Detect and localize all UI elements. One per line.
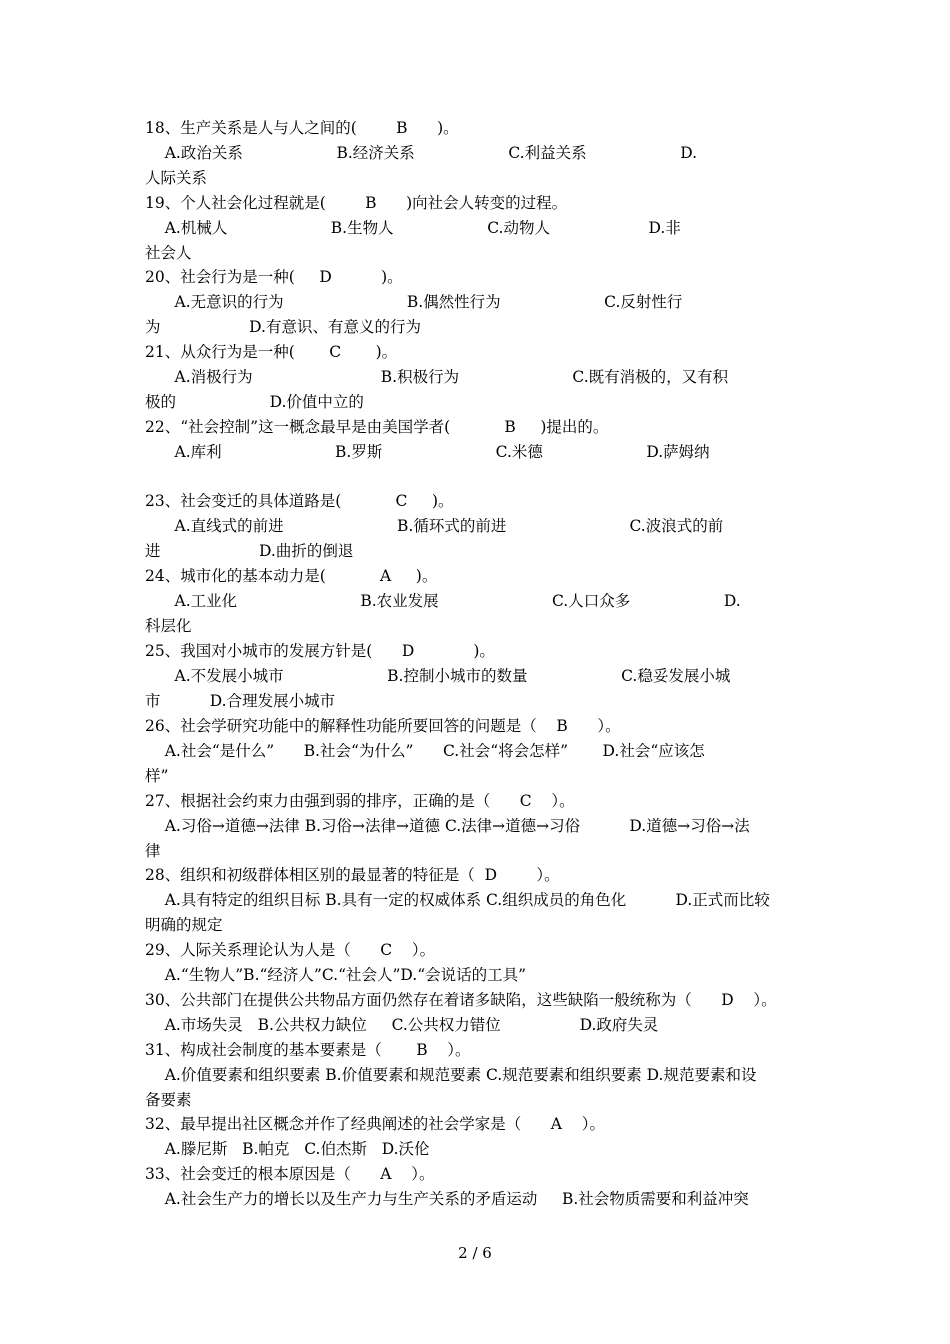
question-18-options-cont: 人际关系: [145, 169, 208, 187]
question-20-options: A.无意识的行为 B.偶然性行为 C.反射性行: [145, 293, 683, 311]
question-19-options: A.机械人 B.生物人 C.动物人 D.非: [145, 219, 681, 237]
question-31-options: A.价值要素和组织要素 B.价值要素和规范要素 C.规范要素和组织要素 D.规范要素和设: [145, 1066, 757, 1084]
question-19: 19、个人社会化过程就是( B )向社会人转变的过程。: [145, 194, 568, 212]
question-21-options: A.消极行为 B.积极行为 C.既有消极的，又有积: [145, 368, 729, 386]
question-20-options-cont: 为 D.有意识、有意义的行为: [145, 318, 421, 336]
page-number: 2 / 6: [458, 1244, 492, 1262]
question-27-options-cont: 律: [145, 842, 161, 860]
question-25-options-cont: 市 D.合理发展小城市: [145, 692, 336, 710]
question-28: 28、组织和初级群体相区别的最显著的特征是（ D ）。: [145, 866, 560, 884]
question-25-options: A.不发展小城市 B.控制小城市的数量 C.稳妥发展小城: [145, 667, 731, 685]
question-33-options: A.社会生产力的增长以及生产力与生产关系的矛盾运动 B.社会物质需要和利益冲突: [145, 1190, 749, 1208]
question-21: 21、从众行为是一种( C )。: [145, 343, 398, 361]
question-24-options-cont: 科层化: [145, 617, 192, 635]
question-24: 24、城市化的基本动力是( A )。: [145, 567, 438, 585]
question-19-options-cont: 社会人: [145, 244, 192, 262]
question-27-options: A.习俗→道德→法律 B.习俗→法律→道德 C.法律→道德→习俗 D.道德→习俗→法: [145, 817, 750, 835]
question-30-options: A.市场失灵 B.公共权力缺位 C.公共权力错位 D.政府失灵: [145, 1016, 659, 1034]
question-18: 18、生产关系是人与人之间的( B )。: [145, 119, 459, 137]
question-28-options: A.具有特定的组织目标 B.具有一定的权威体系 C.组织成员的角色化 D.正式而比较: [145, 891, 770, 909]
question-25: 25、我国对小城市的发展方针是( D )。: [145, 642, 495, 660]
question-31-options-cont: 备要素: [145, 1091, 192, 1109]
question-23-options-cont: 进 D.曲折的倒退: [145, 542, 354, 560]
question-32-options: A.滕尼斯 B.帕克 C.伯杰斯 D.沃伦: [145, 1140, 430, 1158]
question-20: 20、社会行为是一种( D )。: [145, 268, 403, 286]
question-26: 26、社会学研究功能中的解释性功能所要回答的问题是（ B ）。: [145, 717, 621, 735]
question-26-options: A.社会“是什么” B.社会“为什么” C.社会“将会怎样” D.社会“应该怎: [145, 742, 705, 760]
question-21-options-cont: 极的 D.价值中立的: [145, 393, 364, 411]
question-33: 33、社会变迁的根本原因是（ A ）。: [145, 1165, 435, 1183]
question-23-options: A.直线式的前进 B.循环式的前进 C.波浪式的前: [145, 517, 724, 535]
question-27: 27、根据社会约束力由强到弱的排序，正确的是（ C ）。: [145, 792, 575, 810]
question-23: 23、社会变迁的具体道路是( C )。: [145, 492, 454, 510]
question-31: 31、构成社会制度的基本要素是（ B ）。: [145, 1041, 471, 1059]
question-29-options: A.“生物人”B.“经济人”C.“社会人”D.“会说话的工具”: [145, 966, 527, 984]
question-18-options: A.政治关系 B.经济关系 C.利益关系 D.: [145, 144, 698, 162]
question-22: 22、“社会控制”这一概念最早是由美国学者( B )提出的。: [145, 418, 609, 436]
question-22-options: A.库利 B.罗斯 C.米德 D.萨姆纳: [145, 443, 710, 461]
question-32: 32、最早提出社区概念并作了经典阐述的社会学家是（ A ）。: [145, 1115, 605, 1133]
question-30: 30、公共部门在提供公共物品方面仍然存在着诸多缺陷，这些缺陷一般统称为（ D ）。: [145, 991, 777, 1009]
question-28-options-cont: 明确的规定: [145, 916, 223, 934]
question-26-options-cont: 样”: [145, 767, 169, 785]
question-29: 29、人际关系理论认为人是（ C ）。: [145, 941, 436, 959]
question-24-options: A.工业化 B.农业发展 C.人口众多 D.: [145, 592, 741, 610]
